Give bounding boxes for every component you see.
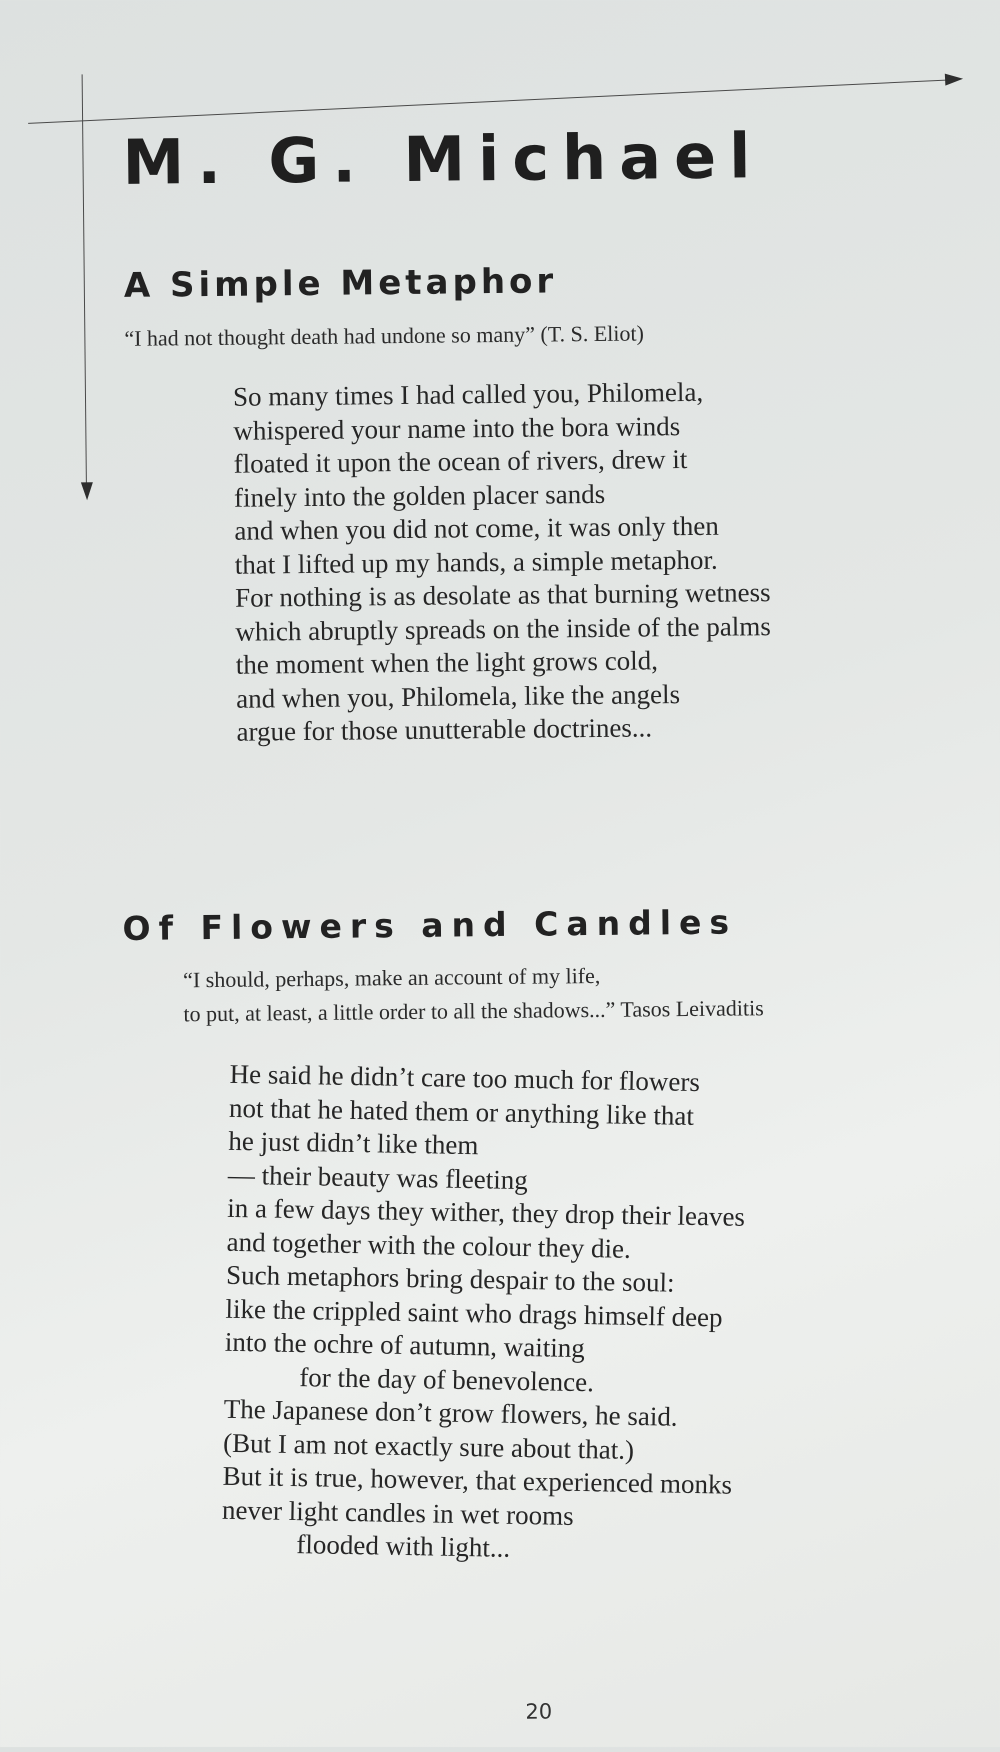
arrow-right-icon (945, 73, 964, 86)
poem-line: For nothing is as desolate as that burning wetness (234, 577, 771, 613)
poem-line: never light candles in wet rooms (221, 1494, 574, 1531)
poem-line: But it is true, however, that experienced monks (222, 1460, 733, 1500)
poem-line: (But I am not exactly sure about that.) (222, 1427, 635, 1465)
poem-line: into the ochre of autumn, waiting (224, 1326, 586, 1364)
poem-title-simple-metaphor: A Simple Metaphor (123, 261, 558, 306)
poem-title-flowers-candles: Of Flowers and Candles (122, 902, 738, 948)
epigraph-line: “I should, perhaps, make an account of my life, (182, 962, 601, 993)
poem-line: he just didn’t like them (228, 1125, 479, 1161)
page-number: 20 (525, 1699, 553, 1724)
poem-line: in a few days they wither, they drop their leaves (227, 1192, 746, 1232)
poem-line: not that he hated them or anything like that (228, 1092, 695, 1131)
poem-line: flooded with light... (296, 1529, 511, 1563)
poem-line: and when you, Philomela, like the angels (235, 678, 681, 714)
poem-line: — their beauty was fleeting (227, 1159, 529, 1195)
epigraph-leivaditis (183, 957, 764, 1031)
poem-line: floated it upon the ocean of rivers, drew it (233, 444, 688, 479)
arrow-down-icon (81, 482, 93, 500)
epigraph-eliot (124, 320, 644, 359)
poem-line: that I lifted up my hands, a simple metaphor. (234, 544, 718, 580)
poem-body-flowers-candles (221, 1058, 747, 1569)
poem-line: So many times I had called you, Philomela, (232, 376, 704, 412)
poem-line: like the crippled saint who drags himself deep (225, 1293, 723, 1332)
horizontal-rule-arrow (28, 79, 957, 124)
vertical-rule-arrow (82, 74, 88, 484)
author-name: M. G. Michael (122, 119, 764, 199)
poem-line: whispered your name into the bora winds (233, 410, 681, 446)
poem-line: Such metaphors bring despair to the soul: (225, 1259, 675, 1298)
poem-body-simple-metaphor (233, 375, 772, 749)
poem-line: He said he didn’t care too much for flowers (229, 1058, 701, 1098)
poem-line: for the day of benevolence. (299, 1361, 595, 1397)
poem-line: argue for those unutterable doctrines... (236, 712, 653, 747)
poem-line: finely into the golden placer sands (233, 478, 606, 513)
epigraph-line: “I had not thought death had undone so many” (T. S. Eliot) (124, 320, 645, 351)
epigraph-line: to put, at least, a little order to all the shadows...” Tasos Leivaditis (183, 995, 764, 1027)
poem-line: which abruptly spreads on the inside of the palms (235, 610, 771, 647)
poem-line: and when you did not come, it was only then (234, 510, 719, 546)
poem-line: and together with the colour they die. (226, 1226, 632, 1264)
poem-line: the moment when the light grows cold, (235, 645, 659, 680)
poem-line: The Japanese don’t grow flowers, he said. (223, 1393, 678, 1432)
